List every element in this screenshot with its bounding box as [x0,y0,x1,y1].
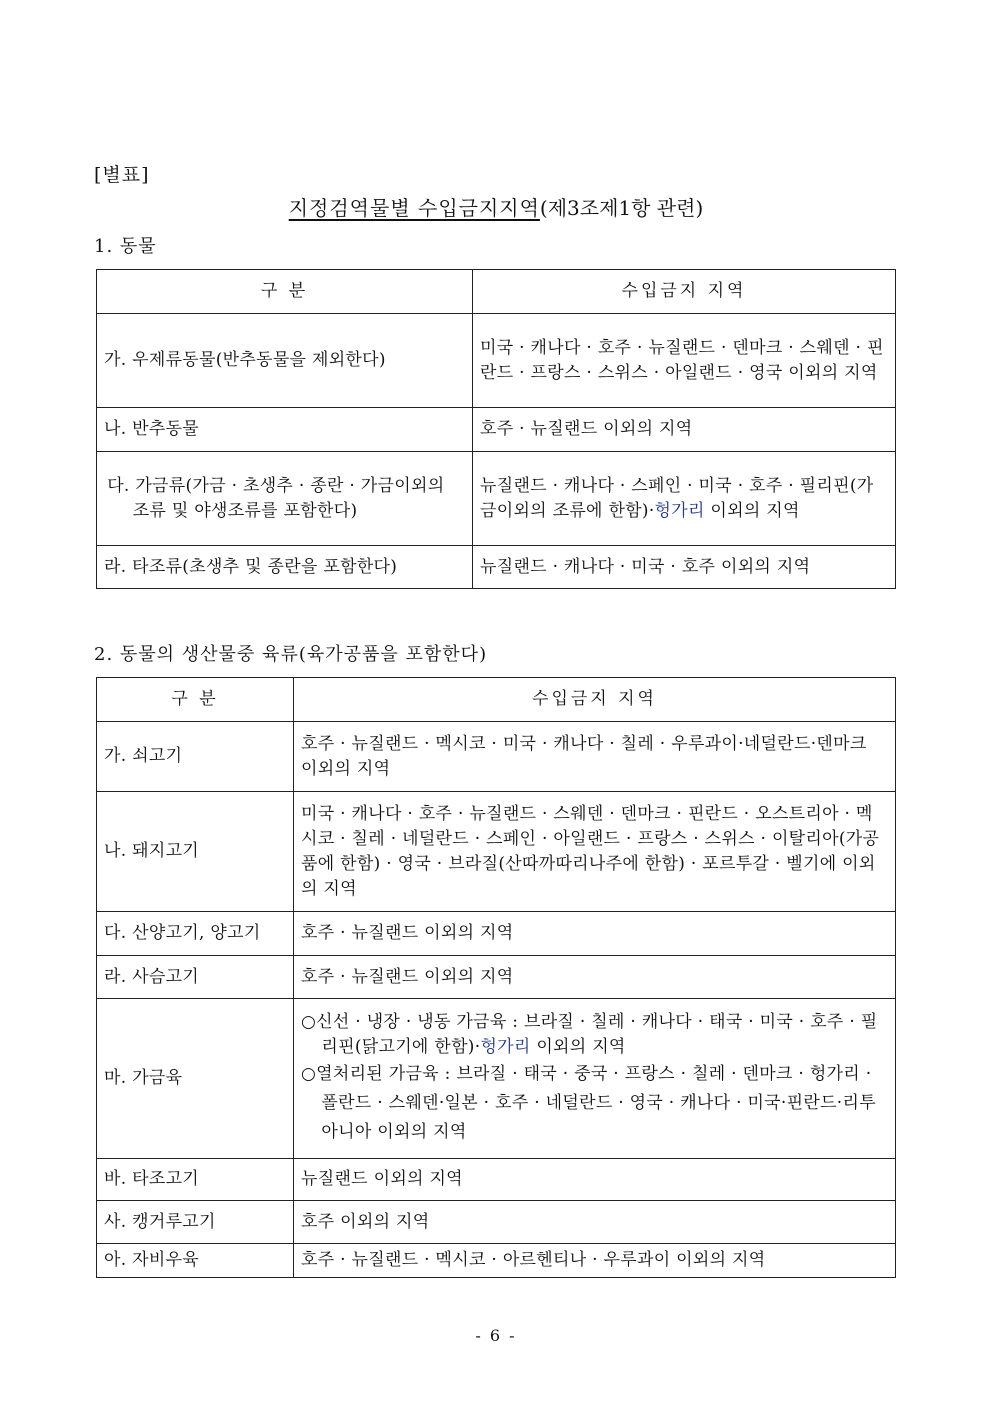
row-region: 호주 이외의 지역 [294,1201,896,1244]
table-row [97,546,896,589]
row-category: 라. 타조류(초생추 및 종란을 포함한다) [97,546,473,589]
table-row [97,722,896,792]
page-number: - 6 - [475,1326,517,1345]
title-sub: (제3조제1항 관련) [539,196,704,220]
table-row [97,1244,896,1278]
row-category: 나. 돼지고기 [97,792,294,912]
section2-heading: 2. 동물의 생산물중 육류(육가공품을 포함한다) [94,644,488,665]
animals-table [96,269,896,589]
row-category: 다. 가금류(가금 · 초생추 · 종란 · 가금이외의 조류 및 야생조류를 포함한다) [97,452,473,546]
table-row [97,912,896,956]
row-region: 호주 · 뉴질랜드 · 멕시코 · 아르헨티나 · 우루과이 이외의 지역 [294,1244,896,1278]
table-row [97,408,896,452]
table-header-row [97,270,896,314]
heat-treated-poultry-line: ○열처리된 가금육 : 브라질 · 태국 · 중국 · 프랑스 · 칠레 · 덴마크 · 헝가리 · 폴란드 · 스웨덴·일본 · 호주 · 네덜란드 · 영국 · 캐나다 · 미국·핀란드·리투아니아 이외의 지역 [301,1064,876,1142]
row-region: 호주 · 뉴질랜드 이외의 지역 [294,912,896,956]
region-text: 뉴질랜드 · 캐나다 · 스페인 · 미국 · 호주 · 필리핀(가금이외의 조류에 한함)· [480,475,874,521]
row-region: 호주 · 뉴질랜드 이외의 지역 [294,956,896,999]
row-category: 나. 반추동물 [97,408,473,452]
header-category: 구 분 [97,270,473,314]
region-text: 이외의 지역 [704,500,800,521]
row-region: 뉴질랜드 · 캐나다 · 미국 · 호주 이외의 지역 [473,546,896,589]
annex-label: [별표] [94,164,150,186]
row-region: 미국 · 캐나다 · 호주 · 뉴질랜드 · 스웨덴 · 덴마크 · 핀란드 · 오스트리아 · 멕시코 · 칠레 · 네덜란드 · 스페인 · 아일랜드 · 프랑스 · 스위스 · 이탈리아(가공품에 한함) · 영국 · 브라질(산따까따리나주에 한함) · 포르투갈 · 벨기에 이외의 지역 [294,792,896,912]
row-region: 호주 · 뉴질랜드 · 멕시코 · 미국 · 캐나다 · 칠레 · 우루과이·네덜란드·덴마크 이외의 지역 [294,722,896,792]
row-category: 바. 타조고기 [97,1159,294,1201]
row-category: 다. 산양고기, 양고기 [97,912,294,956]
section1-heading: 1. 동물 [94,236,157,257]
row-category: 가. 쇠고기 [97,722,294,792]
table-row [97,792,896,912]
row-region: 뉴질랜드 이외의 지역 [294,1159,896,1201]
table-row [97,956,896,999]
row-category: 사. 캥거루고기 [97,1201,294,1244]
row-region [473,452,896,546]
table-row [97,1201,896,1244]
table-header-row [97,678,896,722]
table-row [97,314,896,408]
region-text: ○신선 · 냉장 · 냉동 가금육 : 브라질 · 칠레 · 캐나다 · 태국 · 미국 · 호주 · 필리핀(닭고기에 한함)· [301,1012,878,1057]
title-main: 지정검역물별 수입금지지역 [288,196,540,220]
row-region [294,999,896,1159]
table-row [97,452,896,546]
table-row [97,1159,896,1201]
row-region: 호주 · 뉴질랜드 이외의 지역 [473,408,896,452]
row-category: 라. 사슴고기 [97,956,294,999]
row-category: 아. 자비우육 [97,1244,294,1278]
region-highlight: 헝가리 [654,500,705,521]
row-category: 마. 가금육 [97,999,294,1159]
document-title [0,192,992,221]
header-category: 구 분 [97,678,294,722]
fresh-poultry-line [301,1010,888,1060]
header-region: 수입금지 지역 [294,678,896,722]
row-category: 가. 우제류동물(반추동물을 제외한다) [97,314,473,408]
region-text: 이외의 지역 [530,1037,626,1057]
region-highlight: 헝가리 [480,1037,531,1057]
row-region: 미국 · 캐나다 · 호주 · 뉴질랜드 · 덴마크 · 스웨덴 · 핀란드 · 프랑스 · 스위스 · 아일랜드 · 영국 이외의 지역 [473,314,896,408]
header-region: 수입금지 지역 [473,270,896,314]
meat-table [96,677,896,1278]
table-row [97,999,896,1159]
